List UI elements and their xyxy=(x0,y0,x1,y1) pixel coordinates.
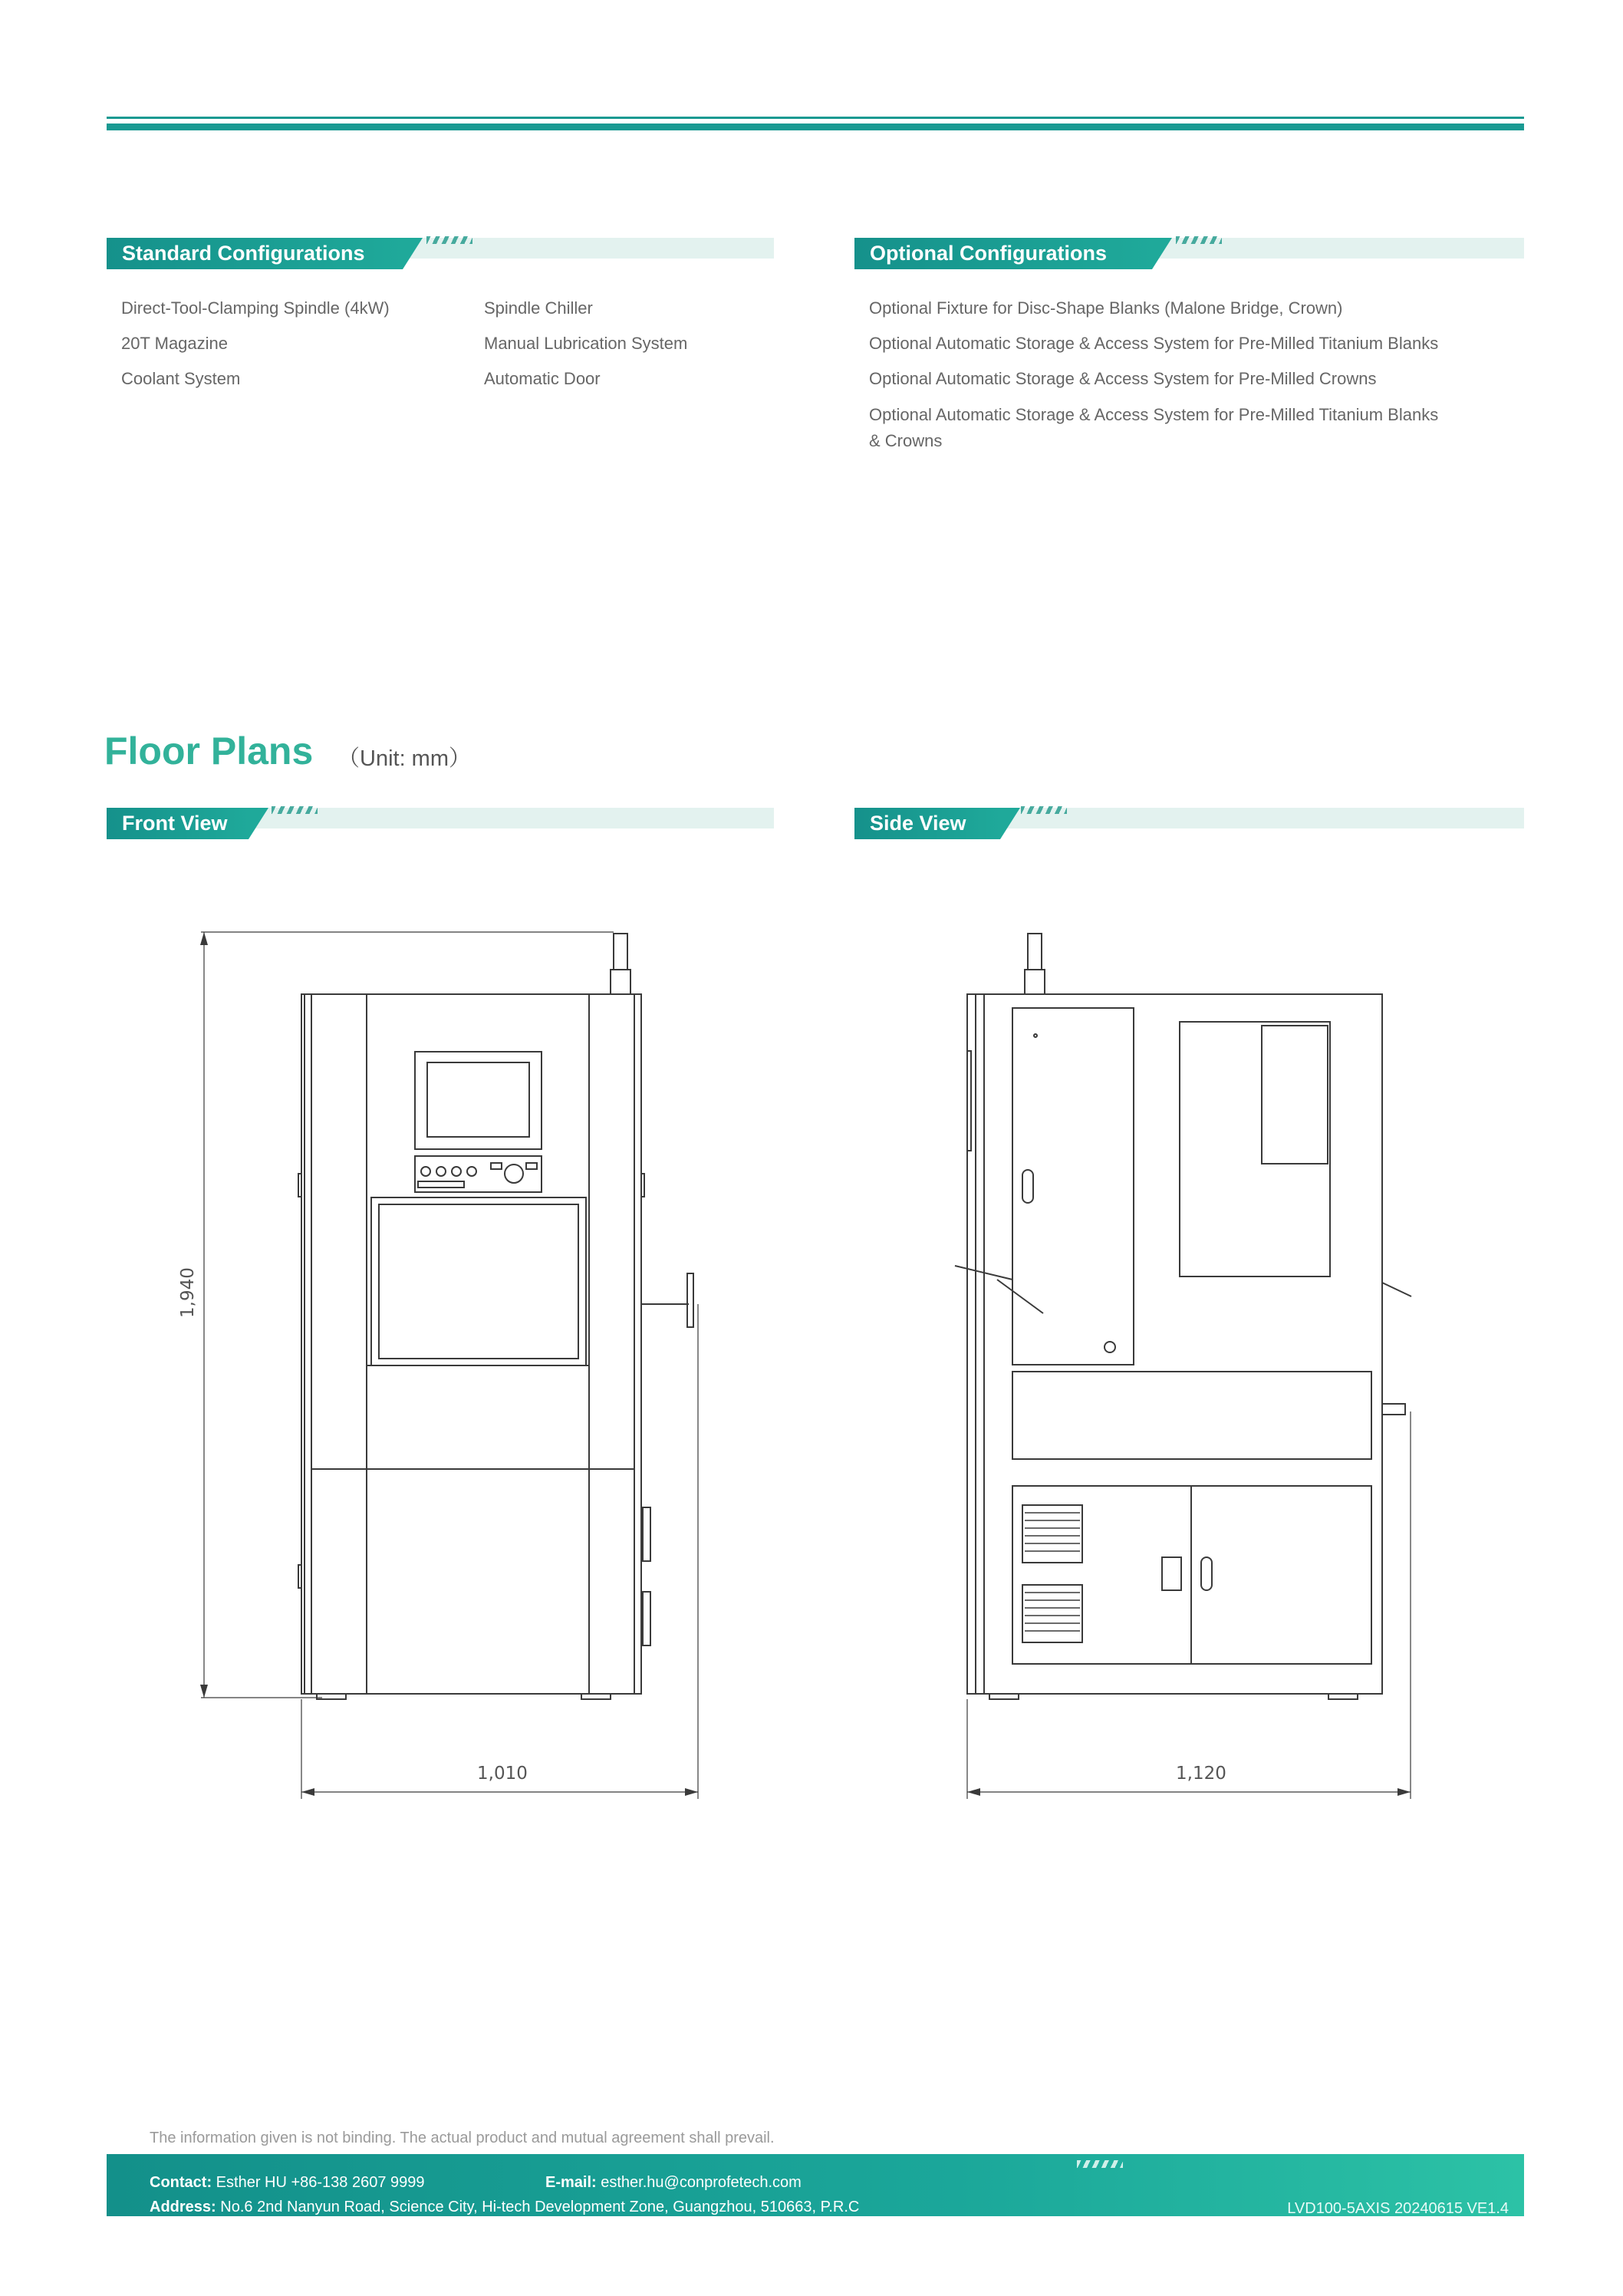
front-view-drawing xyxy=(200,932,698,1799)
footer-email xyxy=(545,2174,802,2192)
floor-plans-unit: （Unit: mm） xyxy=(337,746,472,771)
standard-item: Manual Lubrication System xyxy=(484,334,688,353)
standard-item: Direct-Tool-Clamping Spindle (4kW) xyxy=(121,298,390,318)
optional-config-title: Optional Configurations xyxy=(854,238,1152,269)
floor-plans-title: Floor Plans xyxy=(104,730,314,772)
footer-address-label: Address: xyxy=(150,2199,216,2215)
footer-address xyxy=(150,2199,859,2216)
footer-contact xyxy=(150,2174,425,2192)
footer-email-label: E-mail: xyxy=(545,2174,597,2191)
optional-item: Optional Automatic Storage & Access System for Pre-Milled Titanium Blanks xyxy=(869,405,1439,424)
document-code: LVD100-5AXIS 20240615 VE1.4 xyxy=(1287,2200,1509,2217)
side-width-dim: 1,120 xyxy=(1176,1764,1226,1784)
front-height-dim: 1,940 xyxy=(178,1267,198,1318)
side-view-title: Side View xyxy=(854,808,1000,839)
optional-item: Optional Automatic Storage & Access System for Pre-Milled Titanium Blanks xyxy=(869,334,1439,353)
optional-item: Optional Automatic Storage & Access System for Pre-Milled Crowns xyxy=(869,369,1377,388)
standard-item: Automatic Door xyxy=(484,369,601,388)
standard-item: Spindle Chiller xyxy=(484,298,593,318)
optional-item: Optional Fixture for Disc-Shape Blanks (Malone Bridge, Crown) xyxy=(869,298,1343,318)
front-view-title: Front View xyxy=(107,808,249,839)
footer-stripes-decor xyxy=(1077,2160,1123,2168)
footer-contact-label: Contact: xyxy=(150,2174,212,2191)
optional-item: & Crowns xyxy=(869,431,943,450)
disclaimer: The information given is not binding. The actual product and mutual agreement shall prevail. xyxy=(150,2130,775,2146)
footer-address-value: No.6 2nd Nanyun Road, Science City, Hi-tech Development Zone, Guangzhou, 510663, P.R.C xyxy=(220,2199,860,2215)
standard-item: Coolant System xyxy=(121,369,241,388)
standard-item: 20T Magazine xyxy=(121,334,229,353)
standard-config-title: Standard Configurations xyxy=(107,238,403,269)
footer-contact-value: Esther HU +86-138 2607 9999 xyxy=(216,2174,425,2191)
footer-email-value[interactable]: esther.hu@conprofetech.com xyxy=(601,2174,802,2191)
footer xyxy=(107,2154,1524,2216)
side-view-drawing xyxy=(955,934,1411,1799)
front-width-dim: 1,010 xyxy=(477,1764,528,1784)
